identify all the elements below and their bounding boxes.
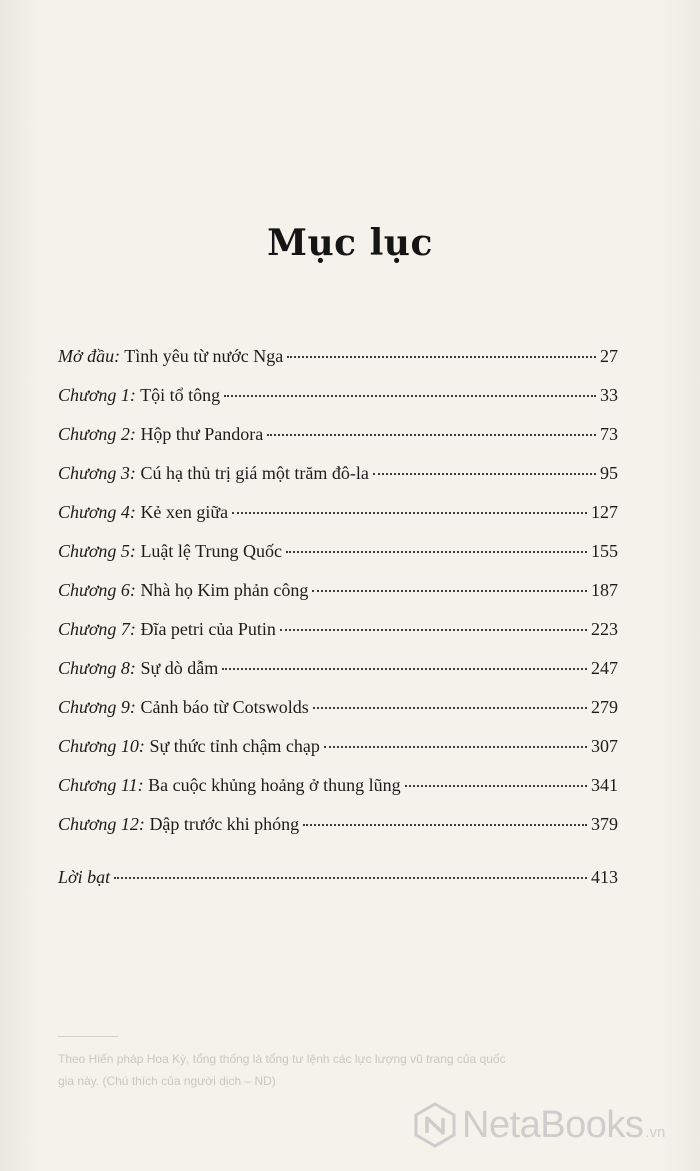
toc-entry-chapter-10 (58, 736, 618, 775)
toc-entry-label (58, 775, 401, 796)
toc-entry-page: 187 (591, 580, 618, 600)
toc-entry-title: Ba cuộc khủng hoảng ở thung lũng (143, 775, 401, 795)
toc-entry-prefix: Chương 12: (58, 814, 145, 834)
toc-entry-page: 247 (591, 658, 618, 678)
toc-entry-chapter-4 (58, 502, 618, 541)
toc-entry-chapter-11 (58, 775, 618, 814)
toc-entry-page: 27 (600, 346, 618, 366)
toc-entry-title: Dập trước khi phóng (144, 814, 300, 834)
dot-leader (287, 356, 596, 358)
watermark-brand: NetaBooks (462, 1103, 644, 1146)
toc-entry-page: 379 (591, 814, 618, 834)
toc-entry-label (58, 502, 228, 523)
toc-entry-title: Cảnh báo từ Cotswolds (135, 697, 309, 717)
toc-entry-chapter-8 (58, 658, 618, 697)
dot-leader (114, 877, 587, 879)
toc-entry-title: Đĩa petri của Putin (135, 619, 276, 639)
toc-entry-label (58, 580, 308, 601)
toc-entry-label (58, 541, 282, 562)
toc-entry-prefix: Lời bạt (58, 867, 111, 887)
toc-entry-title: Sự dò dẫm (135, 658, 219, 678)
toc-entry-label (58, 697, 309, 718)
dot-leader (324, 746, 587, 748)
toc-entry-label (58, 385, 220, 406)
toc-entry-label (58, 346, 283, 367)
toc-entry-label (58, 814, 299, 835)
watermark-suffix: .vn (645, 1123, 666, 1141)
page-title: Mục lục (267, 222, 433, 264)
footnote-line: gia này. (Chú thích của người dịch – ND) (58, 1074, 276, 1088)
toc-entry-title: Luật lệ Trung Quốc (135, 541, 282, 561)
toc-entry-page: 223 (591, 619, 618, 639)
netabooks-logo-icon (412, 1102, 458, 1148)
toc-entry-page: 279 (591, 697, 618, 717)
toc-entry-chapter-3 (58, 463, 618, 502)
dot-leader (312, 590, 587, 592)
toc-entry-prefix: Chương 5: (58, 541, 136, 561)
dot-leader (222, 668, 587, 670)
toc-entry-label (58, 424, 263, 445)
toc-entry-chapter-1 (58, 385, 618, 424)
toc-entry-page: 95 (600, 463, 618, 483)
dot-leader (286, 551, 587, 553)
toc-entry-title: Tội tổ tông (135, 385, 221, 405)
toc-entry-label (58, 658, 218, 679)
toc-entry-page: 73 (600, 424, 618, 444)
watermark (412, 1102, 665, 1148)
toc-entry-title: Hộp thư Pandora (135, 424, 264, 444)
toc-entry-page: 127 (591, 502, 618, 522)
toc-entry-title: Kẻ xen giữa (135, 502, 229, 522)
toc-entry-prefix: Chương 4: (58, 502, 136, 522)
toc-entry-prefix: Chương 2: (58, 424, 136, 444)
table-of-contents (58, 346, 618, 906)
toc-entry-page: 307 (591, 736, 618, 756)
dot-leader (313, 707, 587, 709)
toc-entry-chapter-9 (58, 697, 618, 736)
toc-entry-prefix: Mở đầu: (58, 346, 121, 366)
dot-leader (405, 785, 587, 787)
toc-entry-title: Sự thức tỉnh chậm chạp (144, 736, 320, 756)
toc-entry-title: Tình yêu từ nước Nga (120, 346, 284, 366)
dot-leader (224, 395, 596, 397)
toc-entry-label (58, 463, 369, 484)
footnote-line: Theo Hiến pháp Hoa Kỳ, tổng thống là tổng tư lệnh các lực lượng vũ trang của quốc (58, 1052, 506, 1066)
toc-entry-title: Nhà họ Kim phản công (135, 580, 309, 600)
footnote (58, 1048, 628, 1092)
toc-entry-page: 155 (591, 541, 618, 561)
toc-entry-afterword (58, 867, 618, 906)
toc-entry-label (58, 736, 320, 757)
toc-entry-prefix: Chương 9: (58, 697, 136, 717)
footnote-divider (58, 1036, 118, 1037)
dot-leader (373, 473, 596, 475)
toc-entry-chapter-7 (58, 619, 618, 658)
toc-entry-prefix: Chương 1: (58, 385, 136, 405)
dot-leader (232, 512, 587, 514)
toc-entry-page: 33 (600, 385, 618, 405)
dot-leader (267, 434, 596, 436)
toc-entry-page: 413 (591, 867, 618, 887)
toc-entry-intro (58, 346, 618, 385)
toc-entry-title: Cú hạ thủ trị giá một trăm đô-la (135, 463, 369, 483)
toc-entry-chapter-12 (58, 814, 618, 853)
toc-entry-prefix: Chương 8: (58, 658, 136, 678)
toc-entry-prefix: Chương 7: (58, 619, 136, 639)
toc-entry-chapter-5 (58, 541, 618, 580)
toc-entry-label (58, 867, 110, 888)
toc-entry-page: 341 (591, 775, 618, 795)
toc-entry-chapter-2 (58, 424, 618, 463)
toc-entry-prefix: Chương 10: (58, 736, 145, 756)
toc-entry-prefix: Chương 3: (58, 463, 136, 483)
dot-leader (303, 824, 587, 826)
dot-leader (280, 629, 587, 631)
toc-entry-chapter-6 (58, 580, 618, 619)
toc-entry-prefix: Chương 11: (58, 775, 144, 795)
toc-entry-prefix: Chương 6: (58, 580, 136, 600)
toc-entry-label (58, 619, 276, 640)
